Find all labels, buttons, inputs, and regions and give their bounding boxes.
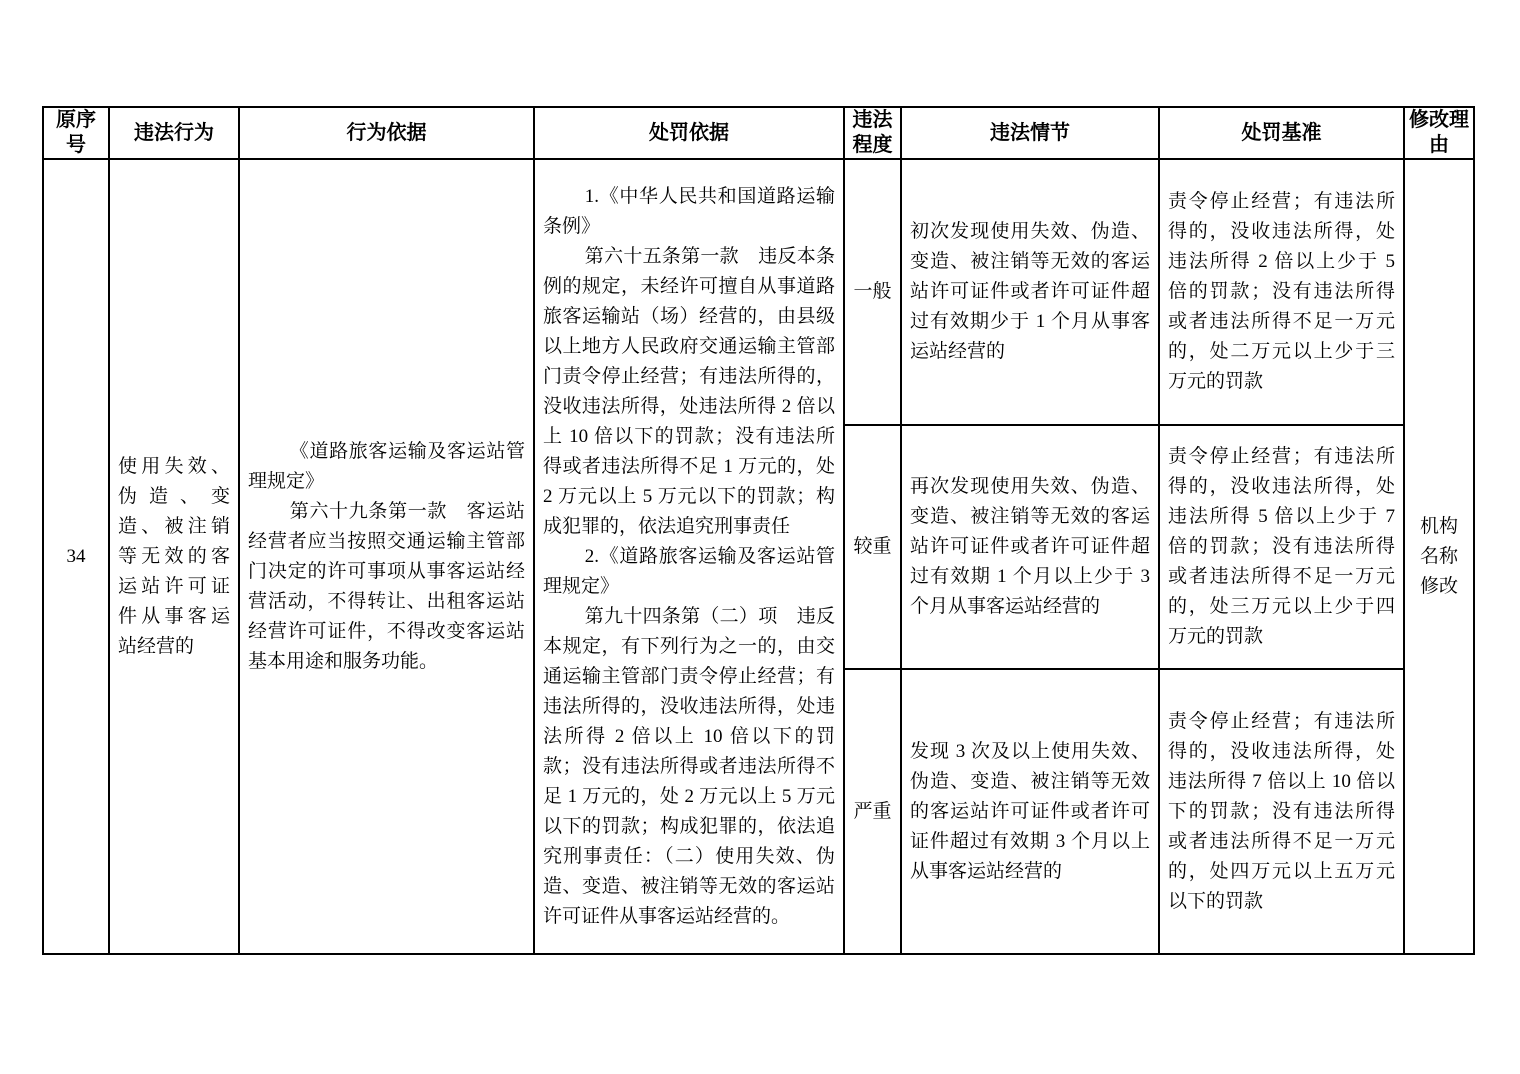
penalty-benchmark-cell: 责令停止经营；有违法所得的，没收违法所得，处违法所得 2 倍以上少于 5 倍的罚款；没有违法所得或者违法所得不足一万元的，处二万元以上少于三万元的罚款 bbox=[1159, 159, 1404, 425]
serial-number-cell: 34 bbox=[43, 159, 109, 954]
header-serial-number: 原序号 bbox=[43, 107, 109, 159]
header-illegal-act: 违法行为 bbox=[109, 107, 239, 159]
header-act-basis: 行为依据 bbox=[239, 107, 534, 159]
penalty-basis-cell bbox=[534, 159, 844, 954]
header-penalty-benchmark: 处罚基准 bbox=[1159, 107, 1404, 159]
penalty-basis-paragraph: 2.《道路旅客运输及客运站管理规定》 bbox=[543, 545, 835, 597]
penalty-basis-paragraph: 1.《中华人民共和国道路运输条例》 bbox=[543, 185, 835, 237]
act-basis-paragraph: 《道路旅客运输及客运站管理规定》 bbox=[248, 440, 525, 492]
violation-circumstance-cell: 发现 3 次及以上使用失效、伪造、变造、被注销等无效的客运站许可证件或者许可证件超过有效期 3 个月以上从事客运站经营的 bbox=[901, 669, 1159, 954]
table-row-severity-general bbox=[43, 159, 1474, 425]
table-header-row bbox=[43, 107, 1474, 159]
header-violation-circumstance: 违法情节 bbox=[901, 107, 1159, 159]
act-basis-cell bbox=[239, 159, 534, 954]
penalty-basis-paragraph: 第九十四条第（二）项 违反本规定，有下列行为之一的，由交通运输主管部门责令停止经营；有违法所得的，没收违法所得，处违法所得 2 倍以上 10 倍以下的罚款；没有违法所得或者违法所得不足 1 万元的，处 2 万元以上 5 万元以下的罚款；构成犯罪的，依法追究刑事责任：（二）使用失效、伪造、变造、被注销等无效的客运站许可证件从事客运站经营的。 bbox=[543, 605, 835, 927]
violation-circumstance-cell: 初次发现使用失效、伪造、变造、被注销等无效的客运站许可证件或者许可证件超过有效期少于 1 个月从事客运站经营的 bbox=[901, 159, 1159, 425]
penalty-benchmark-cell: 责令停止经营；有违法所得的，没收违法所得，处违法所得 5 倍以上少于 7 倍的罚款；没有违法所得或者违法所得不足一万元的，处三万元以上少于四万元的罚款 bbox=[1159, 425, 1404, 669]
act-basis-paragraph: 第六十九条第一款 客运站经营者应当按照交通运输主管部门决定的许可事项从事客运站经营活动，不得转让、出租客运站经营许可证件，不得改变客运站基本用途和服务功能。 bbox=[248, 500, 525, 672]
illegal-act-cell: 使用失效、伪造、变造、被注销等无效的客运站许可证件从事客运站经营的 bbox=[109, 159, 239, 954]
header-penalty-basis: 处罚依据 bbox=[534, 107, 844, 159]
header-violation-degree: 违法程度 bbox=[844, 107, 901, 159]
penalty-standards-table bbox=[42, 106, 1475, 955]
header-modify-reason: 修改理由 bbox=[1404, 107, 1474, 159]
penalty-benchmark-cell: 责令停止经营；有违法所得的，没收违法所得，处违法所得 7 倍以上 10 倍以下的罚款；没有违法所得或者违法所得不足一万元的，处四万元以上五万元以下的罚款 bbox=[1159, 669, 1404, 954]
modify-reason-cell: 机构名称修改 bbox=[1404, 159, 1474, 954]
penalty-basis-paragraph: 第六十五条第一款 违反本条例的规定，未经许可擅自从事道路旅客运输站（场）经营的，由县级以上地方人民政府交通运输主管部门责令停止经营；有违法所得的，没收违法所得，处违法所得 2 倍以上 10 倍以下的罚款；没有违法所得或者违法所得不足 1 万元的，处 2 万元以上 5 万元以下的罚款；构成犯罪的，依法追究刑事责任 bbox=[543, 245, 835, 537]
violation-degree-cell: 一般 bbox=[844, 159, 901, 425]
violation-degree-cell: 严重 bbox=[844, 669, 901, 954]
violation-degree-cell: 较重 bbox=[844, 425, 901, 669]
violation-circumstance-cell: 再次发现使用失效、伪造、变造、被注销等无效的客运站许可证件或者许可证件超过有效期 1 个月以上少于 3 个月从事客运站经营的 bbox=[901, 425, 1159, 669]
